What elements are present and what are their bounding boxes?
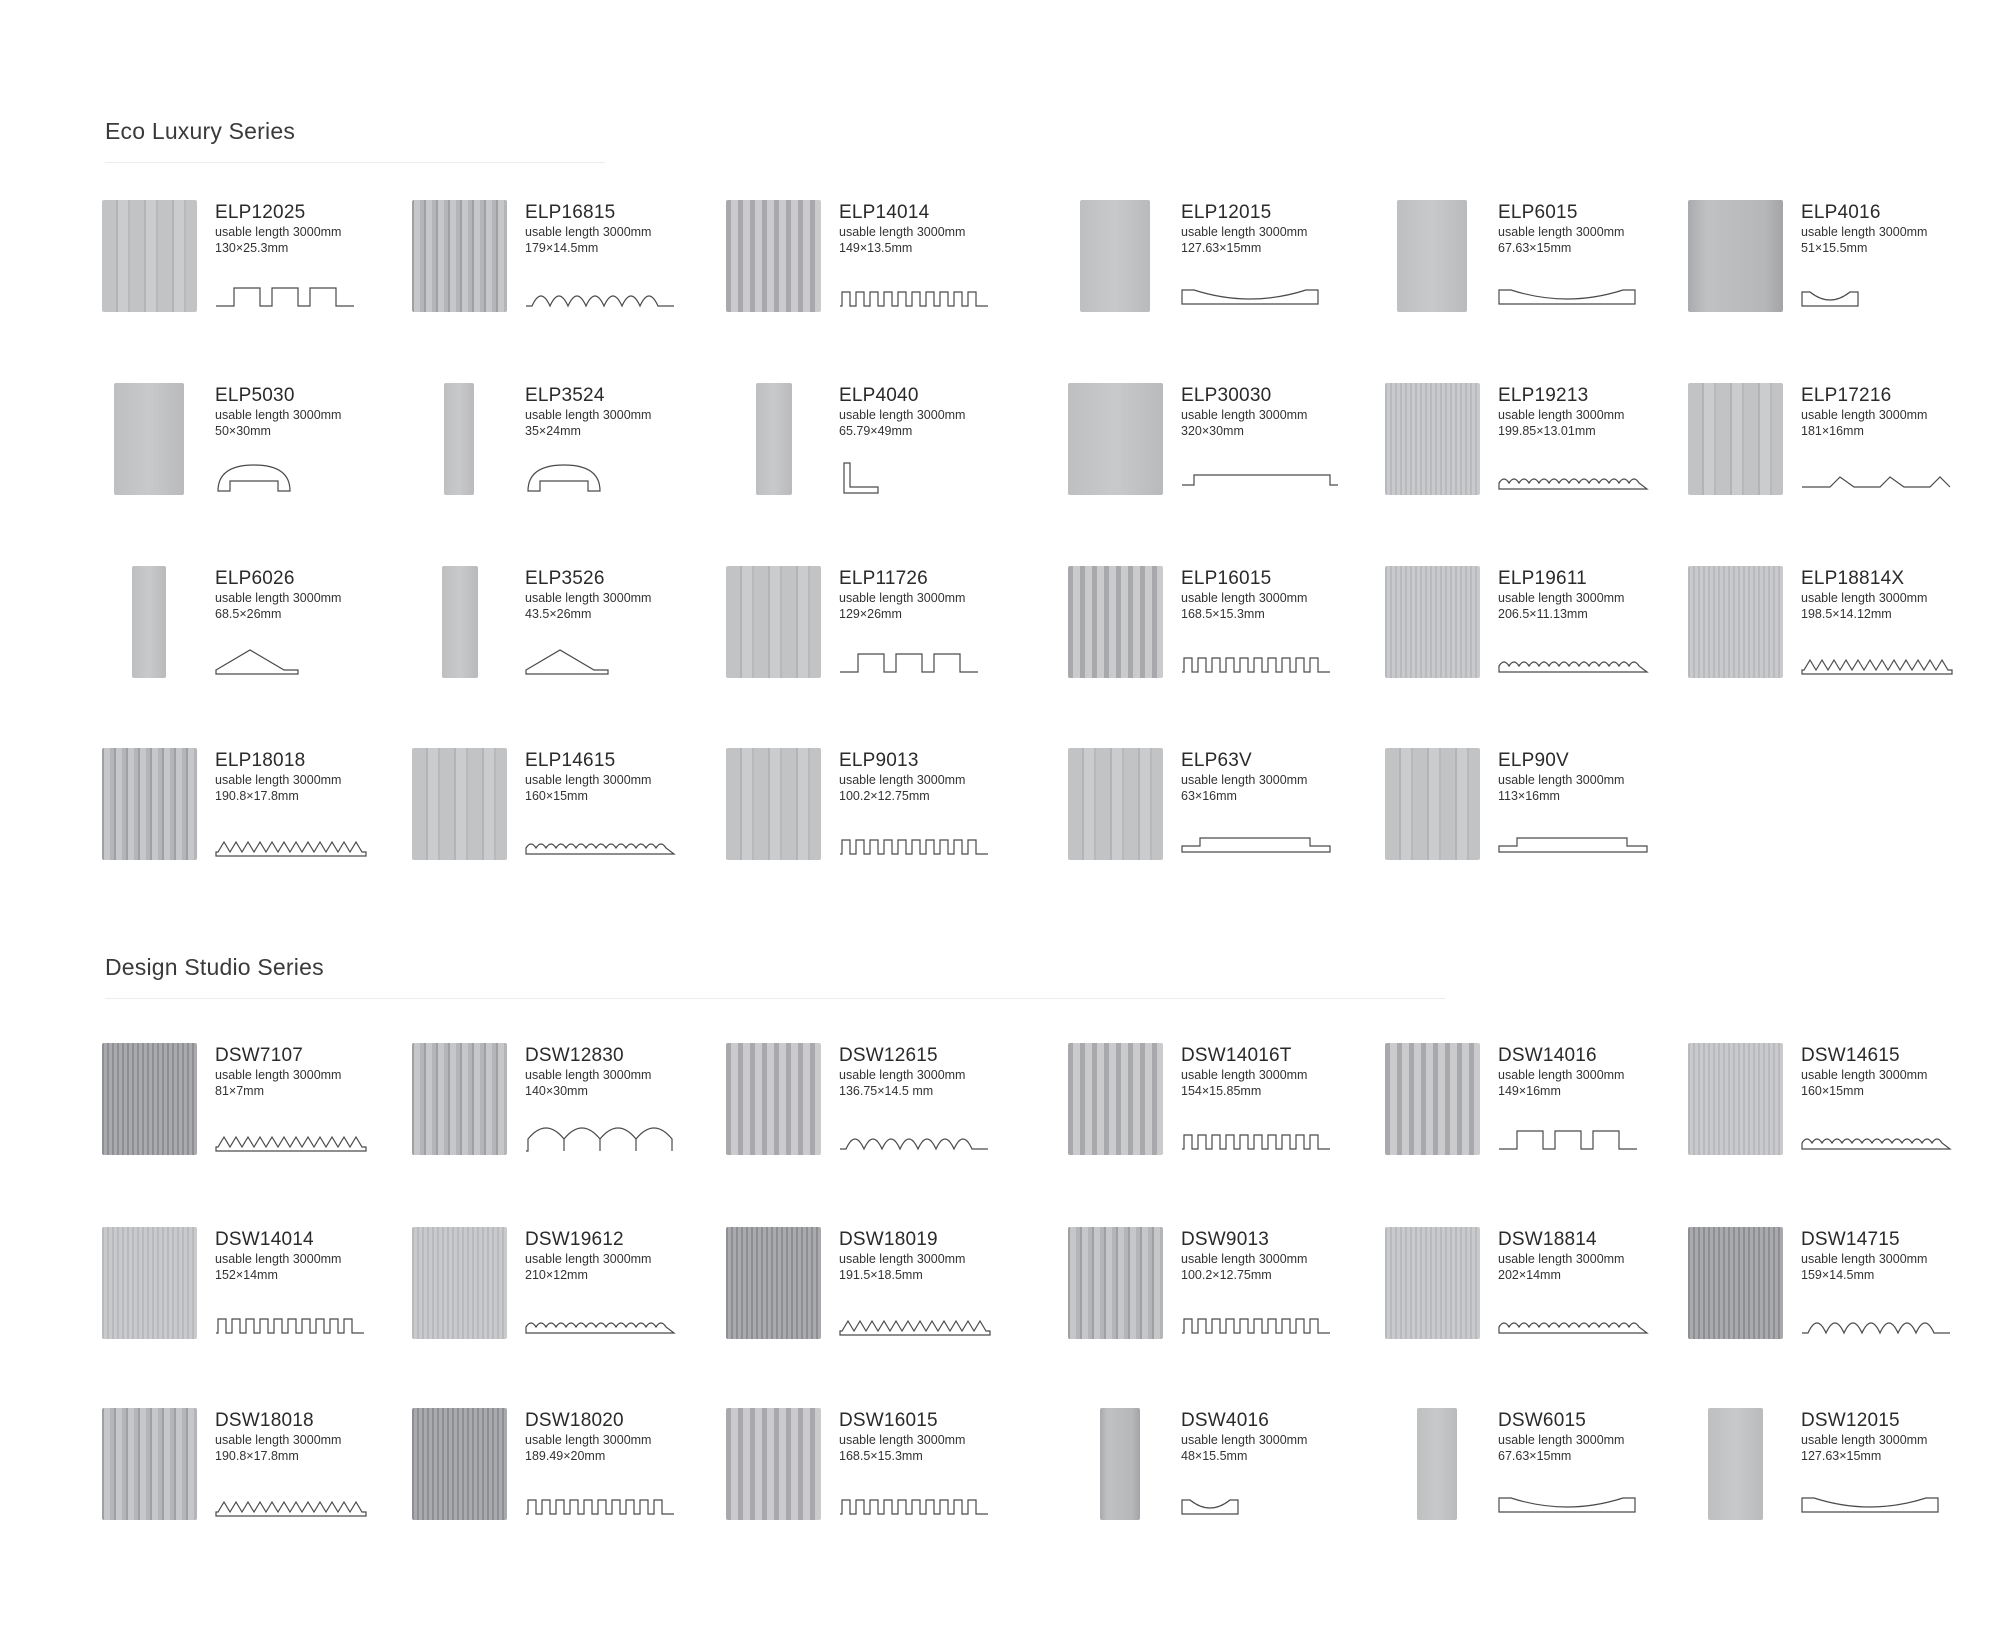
- product-info: [1801, 385, 1927, 439]
- panel-sample-image: [1417, 1408, 1457, 1520]
- product-card[interactable]: [102, 748, 402, 868]
- dimensions: 149×16mm: [1498, 1084, 1561, 1098]
- product-card[interactable]: [1385, 566, 1685, 686]
- product-card[interactable]: [1688, 1408, 1988, 1528]
- usable-length: usable length 3000mm: [839, 1252, 966, 1266]
- dimensions: 50×30mm: [215, 424, 271, 438]
- section-title-eco-luxury: Eco Luxury Series: [105, 118, 296, 144]
- product-card[interactable]: [726, 1043, 1026, 1163]
- profile-cross-section-icon: [1497, 644, 1657, 678]
- usable-length: usable length 3000mm: [1181, 225, 1308, 239]
- product-code: DSW14715: [1801, 1229, 1900, 1250]
- dimensions: 67.63×15mm: [1498, 1449, 1572, 1463]
- product-code: DSW12830: [525, 1045, 624, 1066]
- product-code: ELP9013: [839, 750, 919, 771]
- profile-cross-section-icon: [1180, 1486, 1340, 1520]
- product-info: [215, 1229, 341, 1283]
- dimensions: 140×30mm: [525, 1084, 588, 1098]
- product-card[interactable]: [412, 1043, 712, 1163]
- usable-length: usable length 3000mm: [839, 773, 966, 787]
- product-code: DSW14014: [215, 1229, 314, 1250]
- product-code: ELP12015: [1181, 202, 1272, 223]
- product-card[interactable]: [102, 200, 402, 320]
- product-card[interactable]: [726, 1408, 1026, 1528]
- product-info: [525, 1045, 651, 1099]
- dimensions: 160×15mm: [525, 789, 588, 803]
- product-info: [1498, 1045, 1624, 1099]
- profile-cross-section-icon: [214, 1486, 374, 1520]
- profile-cross-section-icon: [524, 461, 684, 495]
- panel-sample-image: [102, 1227, 197, 1339]
- panel-sample-image: [412, 748, 507, 860]
- product-card[interactable]: [1688, 200, 1988, 320]
- product-card[interactable]: [1385, 748, 1685, 868]
- panel-sample-image: [1688, 200, 1783, 312]
- section-divider: [105, 162, 605, 163]
- panel-sample-image: [132, 566, 166, 678]
- profile-cross-section-icon: [1497, 826, 1657, 860]
- profile-cross-section-icon: [214, 461, 374, 495]
- product-card[interactable]: [102, 566, 402, 686]
- profile-cross-section-icon: [838, 278, 998, 312]
- profile-cross-section-icon: [1800, 1486, 1960, 1520]
- product-card[interactable]: [1068, 383, 1368, 503]
- dimensions: 189.49×20mm: [525, 1449, 606, 1463]
- dimensions: 198.5×14.12mm: [1801, 607, 1892, 621]
- usable-length: usable length 3000mm: [1801, 591, 1928, 605]
- usable-length: usable length 3000mm: [215, 408, 342, 422]
- panel-sample-image: [1068, 1227, 1163, 1339]
- dimensions: 190.8×17.8mm: [215, 1449, 299, 1463]
- product-card[interactable]: [1688, 1227, 1988, 1347]
- product-card[interactable]: [1385, 200, 1685, 320]
- product-code: DSW18018: [215, 1410, 314, 1431]
- dimensions: 190.8×17.8mm: [215, 789, 299, 803]
- usable-length: usable length 3000mm: [525, 1433, 652, 1447]
- panel-sample-image: [412, 1043, 507, 1155]
- profile-cross-section-icon: [1497, 1121, 1657, 1155]
- product-info: [525, 1229, 651, 1283]
- product-card[interactable]: [412, 200, 712, 320]
- product-info: [1181, 385, 1307, 439]
- panel-sample-image: [412, 1408, 507, 1520]
- dimensions: 154×15.85mm: [1181, 1084, 1262, 1098]
- product-code: ELP17216: [1801, 385, 1892, 406]
- product-card[interactable]: [1068, 1408, 1368, 1528]
- panel-sample-image: [1385, 748, 1480, 860]
- panel-sample-image: [1068, 1043, 1163, 1155]
- product-card[interactable]: [412, 566, 712, 686]
- usable-length: usable length 3000mm: [1498, 1068, 1625, 1082]
- panel-sample-image: [102, 200, 197, 312]
- panel-sample-image: [1100, 1408, 1140, 1520]
- product-code: DSW18020: [525, 1410, 624, 1431]
- product-code: ELP90V: [1498, 750, 1569, 771]
- product-card[interactable]: [412, 1227, 712, 1347]
- product-code: ELP6015: [1498, 202, 1578, 223]
- product-code: ELP16815: [525, 202, 616, 223]
- product-code: DSW16015: [839, 1410, 938, 1431]
- product-info: [525, 1410, 651, 1464]
- profile-cross-section-icon: [214, 1121, 374, 1155]
- product-info: [1801, 1045, 1927, 1099]
- profile-cross-section-icon: [1497, 1486, 1657, 1520]
- dimensions: 199.85×13.01mm: [1498, 424, 1596, 438]
- section-title-design-studio: Design Studio Series: [105, 954, 324, 980]
- profile-cross-section-icon: [214, 1305, 374, 1339]
- product-info: [839, 202, 965, 256]
- product-info: [215, 1045, 341, 1099]
- profile-cross-section-icon: [838, 1486, 998, 1520]
- dimensions: 67.63×15mm: [1498, 241, 1572, 255]
- product-info: [525, 750, 651, 804]
- profile-cross-section-icon: [214, 826, 374, 860]
- product-card[interactable]: [1068, 1227, 1368, 1347]
- usable-length: usable length 3000mm: [1498, 773, 1625, 787]
- product-info: [1181, 750, 1307, 804]
- panel-sample-image: [102, 1408, 197, 1520]
- product-card[interactable]: [1688, 1043, 1988, 1163]
- panel-sample-image: [1688, 383, 1783, 495]
- product-code: DSW12015: [1801, 1410, 1900, 1431]
- product-card[interactable]: [1385, 383, 1685, 503]
- usable-length: usable length 3000mm: [839, 225, 966, 239]
- product-info: [215, 750, 341, 804]
- profile-cross-section-icon: [838, 644, 998, 678]
- profile-cross-section-icon: [524, 1121, 684, 1155]
- product-card[interactable]: [1688, 383, 1988, 503]
- usable-length: usable length 3000mm: [1498, 1252, 1625, 1266]
- product-code: DSW9013: [1181, 1229, 1269, 1250]
- profile-cross-section-icon: [1497, 278, 1657, 312]
- product-card[interactable]: [1385, 1408, 1685, 1528]
- usable-length: usable length 3000mm: [839, 1433, 966, 1447]
- product-card[interactable]: [1385, 1227, 1685, 1347]
- panel-sample-image: [726, 200, 821, 312]
- usable-length: usable length 3000mm: [215, 1433, 342, 1447]
- dimensions: 149×13.5mm: [839, 241, 913, 255]
- usable-length: usable length 3000mm: [1181, 591, 1308, 605]
- usable-length: usable length 3000mm: [1181, 1068, 1308, 1082]
- profile-cross-section-icon: [838, 1121, 998, 1155]
- usable-length: usable length 3000mm: [525, 1068, 652, 1082]
- product-info: [839, 750, 965, 804]
- product-code: ELP14014: [839, 202, 930, 223]
- product-info: [1498, 385, 1624, 439]
- profile-cross-section-icon: [1180, 461, 1340, 495]
- profile-cross-section-icon: [838, 826, 998, 860]
- product-info: [525, 385, 651, 439]
- panel-sample-image: [1068, 748, 1163, 860]
- product-code: DSW14016T: [1181, 1045, 1292, 1066]
- dimensions: 100.2×12.75mm: [839, 789, 930, 803]
- usable-length: usable length 3000mm: [525, 591, 652, 605]
- profile-cross-section-icon: [1497, 461, 1657, 495]
- product-info: [525, 568, 651, 622]
- panel-sample-image: [412, 200, 507, 312]
- product-code: ELP3526: [525, 568, 605, 589]
- product-code: DSW6015: [1498, 1410, 1586, 1431]
- usable-length: usable length 3000mm: [1801, 225, 1928, 239]
- product-info: [1498, 1229, 1624, 1283]
- product-card[interactable]: [1688, 566, 1988, 686]
- profile-cross-section-icon: [524, 644, 684, 678]
- product-code: ELP5030: [215, 385, 295, 406]
- dimensions: 160×15mm: [1801, 1084, 1864, 1098]
- panel-sample-image: [102, 748, 197, 860]
- dimensions: 152×14mm: [215, 1268, 278, 1282]
- dimensions: 48×15.5mm: [1181, 1449, 1248, 1463]
- product-card[interactable]: [102, 1227, 402, 1347]
- panel-sample-image: [756, 383, 792, 495]
- dimensions: 68.5×26mm: [215, 607, 282, 621]
- dimensions: 129×26mm: [839, 607, 902, 621]
- panel-sample-image: [1688, 1043, 1783, 1155]
- usable-length: usable length 3000mm: [1181, 1252, 1308, 1266]
- panel-sample-image: [726, 566, 821, 678]
- product-info: [1498, 202, 1624, 256]
- dimensions: 127.63×15mm: [1801, 1449, 1882, 1463]
- profile-cross-section-icon: [1180, 644, 1340, 678]
- dimensions: 320×30mm: [1181, 424, 1244, 438]
- product-info: [1801, 1410, 1927, 1464]
- product-code: ELP3524: [525, 385, 605, 406]
- product-card[interactable]: [1068, 200, 1368, 320]
- usable-length: usable length 3000mm: [839, 408, 966, 422]
- product-code: DSW14016: [1498, 1045, 1597, 1066]
- dimensions: 136.75×14.5 mm: [839, 1084, 934, 1098]
- dimensions: 51×15.5mm: [1801, 241, 1868, 255]
- product-info: [1181, 1410, 1307, 1464]
- product-info: [215, 202, 341, 256]
- panel-sample-image: [444, 383, 474, 495]
- usable-length: usable length 3000mm: [215, 591, 342, 605]
- panel-sample-image: [726, 1408, 821, 1520]
- dimensions: 127.63×15mm: [1181, 241, 1262, 255]
- panel-sample-image: [1688, 1227, 1783, 1339]
- usable-length: usable length 3000mm: [215, 1068, 342, 1082]
- product-info: [1181, 1045, 1307, 1099]
- product-info: [1498, 568, 1624, 622]
- profile-cross-section-icon: [524, 1305, 684, 1339]
- panel-sample-image: [726, 1227, 821, 1339]
- panel-sample-image: [726, 1043, 821, 1155]
- dimensions: 168.5×15.3mm: [1181, 607, 1265, 621]
- product-card[interactable]: [102, 1408, 402, 1528]
- usable-length: usable length 3000mm: [525, 225, 652, 239]
- usable-length: usable length 3000mm: [1181, 773, 1308, 787]
- dimensions: 81×7mm: [215, 1084, 264, 1098]
- dimensions: 179×14.5mm: [525, 241, 599, 255]
- profile-cross-section-icon: [524, 826, 684, 860]
- profile-cross-section-icon: [524, 278, 684, 312]
- product-code: DSW19612: [525, 1229, 624, 1250]
- profile-cross-section-icon: [1180, 1305, 1340, 1339]
- product-info: [215, 1410, 341, 1464]
- dimensions: 43.5×26mm: [525, 607, 592, 621]
- product-code: ELP18814X: [1801, 568, 1905, 589]
- dimensions: 210×12mm: [525, 1268, 588, 1282]
- usable-length: usable length 3000mm: [1498, 1433, 1625, 1447]
- usable-length: usable length 3000mm: [1801, 1433, 1928, 1447]
- profile-cross-section-icon: [214, 644, 374, 678]
- dimensions: 159×14.5mm: [1801, 1268, 1875, 1282]
- product-card[interactable]: [726, 200, 1026, 320]
- product-info: [1498, 750, 1624, 804]
- product-info: [1181, 1229, 1307, 1283]
- profile-cross-section-icon: [1180, 1121, 1340, 1155]
- usable-length: usable length 3000mm: [1498, 591, 1625, 605]
- product-card[interactable]: [412, 748, 712, 868]
- usable-length: usable length 3000mm: [839, 1068, 966, 1082]
- profile-cross-section-icon: [1800, 1121, 1960, 1155]
- product-code: ELP18018: [215, 750, 306, 771]
- product-card[interactable]: [412, 383, 712, 503]
- dimensions: 65.79×49mm: [839, 424, 913, 438]
- panel-sample-image: [102, 1043, 197, 1155]
- usable-length: usable length 3000mm: [1801, 408, 1928, 422]
- product-card[interactable]: [1068, 748, 1368, 868]
- product-info: [839, 1229, 965, 1283]
- product-card[interactable]: [726, 566, 1026, 686]
- section-divider: [105, 998, 1445, 999]
- product-code: ELP6026: [215, 568, 295, 589]
- profile-cross-section-icon: [1180, 826, 1340, 860]
- usable-length: usable length 3000mm: [1181, 408, 1308, 422]
- panel-sample-image: [412, 1227, 507, 1339]
- usable-length: usable length 3000mm: [1801, 1252, 1928, 1266]
- product-code: DSW4016: [1181, 1410, 1269, 1431]
- product-info: [1181, 568, 1307, 622]
- panel-sample-image: [1708, 1408, 1763, 1520]
- product-code: ELP16015: [1181, 568, 1272, 589]
- dimensions: 168.5×15.3mm: [839, 1449, 923, 1463]
- panel-sample-image: [1080, 200, 1150, 312]
- product-info: [1801, 1229, 1927, 1283]
- product-code: DSW12615: [839, 1045, 938, 1066]
- profile-cross-section-icon: [838, 461, 998, 495]
- profile-cross-section-icon: [1497, 1305, 1657, 1339]
- profile-cross-section-icon: [1800, 461, 1960, 495]
- dimensions: 100.2×12.75mm: [1181, 1268, 1272, 1282]
- usable-length: usable length 3000mm: [215, 225, 342, 239]
- dimensions: 191.5×18.5mm: [839, 1268, 923, 1282]
- usable-length: usable length 3000mm: [1181, 1433, 1308, 1447]
- product-code: ELP63V: [1181, 750, 1252, 771]
- usable-length: usable length 3000mm: [215, 1252, 342, 1266]
- product-info: [839, 568, 965, 622]
- dimensions: 63×16mm: [1181, 789, 1237, 803]
- product-card[interactable]: [1385, 1043, 1685, 1163]
- dimensions: 202×14mm: [1498, 1268, 1561, 1282]
- product-code: ELP30030: [1181, 385, 1272, 406]
- profile-cross-section-icon: [838, 1305, 998, 1339]
- product-info: [1801, 202, 1927, 256]
- panel-sample-image: [1068, 383, 1163, 495]
- product-code: DSW14615: [1801, 1045, 1900, 1066]
- profile-cross-section-icon: [1800, 1305, 1960, 1339]
- product-info: [839, 1045, 965, 1099]
- dimensions: 130×25.3mm: [215, 241, 289, 255]
- product-card[interactable]: [412, 1408, 712, 1528]
- product-info: [839, 1410, 965, 1464]
- usable-length: usable length 3000mm: [1801, 1068, 1928, 1082]
- panel-sample-image: [1688, 566, 1783, 678]
- product-code: ELP12025: [215, 202, 306, 223]
- usable-length: usable length 3000mm: [525, 408, 652, 422]
- usable-length: usable length 3000mm: [525, 1252, 652, 1266]
- profile-cross-section-icon: [1800, 644, 1960, 678]
- product-info: [839, 385, 965, 439]
- profile-cross-section-icon: [524, 1486, 684, 1520]
- product-info: [1801, 568, 1927, 622]
- product-code: DSW18019: [839, 1229, 938, 1250]
- usable-length: usable length 3000mm: [1498, 408, 1625, 422]
- profile-cross-section-icon: [214, 278, 374, 312]
- product-code: ELP4040: [839, 385, 919, 406]
- product-card[interactable]: [1068, 566, 1368, 686]
- panel-sample-image: [1385, 1043, 1480, 1155]
- usable-length: usable length 3000mm: [839, 591, 966, 605]
- dimensions: 35×24mm: [525, 424, 581, 438]
- dimensions: 206.5×11.13mm: [1498, 607, 1588, 621]
- product-info: [215, 568, 341, 622]
- panel-sample-image: [114, 383, 184, 495]
- product-card[interactable]: [726, 383, 1026, 503]
- usable-length: usable length 3000mm: [215, 773, 342, 787]
- dimensions: 181×16mm: [1801, 424, 1864, 438]
- product-code: ELP11726: [839, 568, 928, 589]
- product-code: ELP19611: [1498, 568, 1587, 589]
- product-card[interactable]: [102, 383, 402, 503]
- panel-sample-image: [1068, 566, 1163, 678]
- product-card[interactable]: [102, 1043, 402, 1163]
- panel-sample-image: [1385, 1227, 1480, 1339]
- product-info: [525, 202, 651, 256]
- product-code: ELP19213: [1498, 385, 1589, 406]
- product-card[interactable]: [1068, 1043, 1368, 1163]
- product-code: DSW7107: [215, 1045, 303, 1066]
- panel-sample-image: [442, 566, 478, 678]
- product-info: [1181, 202, 1307, 256]
- usable-length: usable length 3000mm: [1498, 225, 1625, 239]
- product-card[interactable]: [726, 748, 1026, 868]
- product-code: ELP4016: [1801, 202, 1881, 223]
- product-code: DSW18814: [1498, 1229, 1597, 1250]
- panel-sample-image: [1385, 566, 1480, 678]
- dimensions: 113×16mm: [1498, 789, 1560, 803]
- panel-sample-image: [1397, 200, 1467, 312]
- product-info: [1498, 1410, 1624, 1464]
- product-code: ELP14615: [525, 750, 616, 771]
- profile-cross-section-icon: [1800, 278, 1960, 312]
- product-info: [215, 385, 341, 439]
- product-card[interactable]: [726, 1227, 1026, 1347]
- usable-length: usable length 3000mm: [525, 773, 652, 787]
- profile-cross-section-icon: [1180, 278, 1340, 312]
- panel-sample-image: [726, 748, 821, 860]
- panel-sample-image: [1385, 383, 1480, 495]
